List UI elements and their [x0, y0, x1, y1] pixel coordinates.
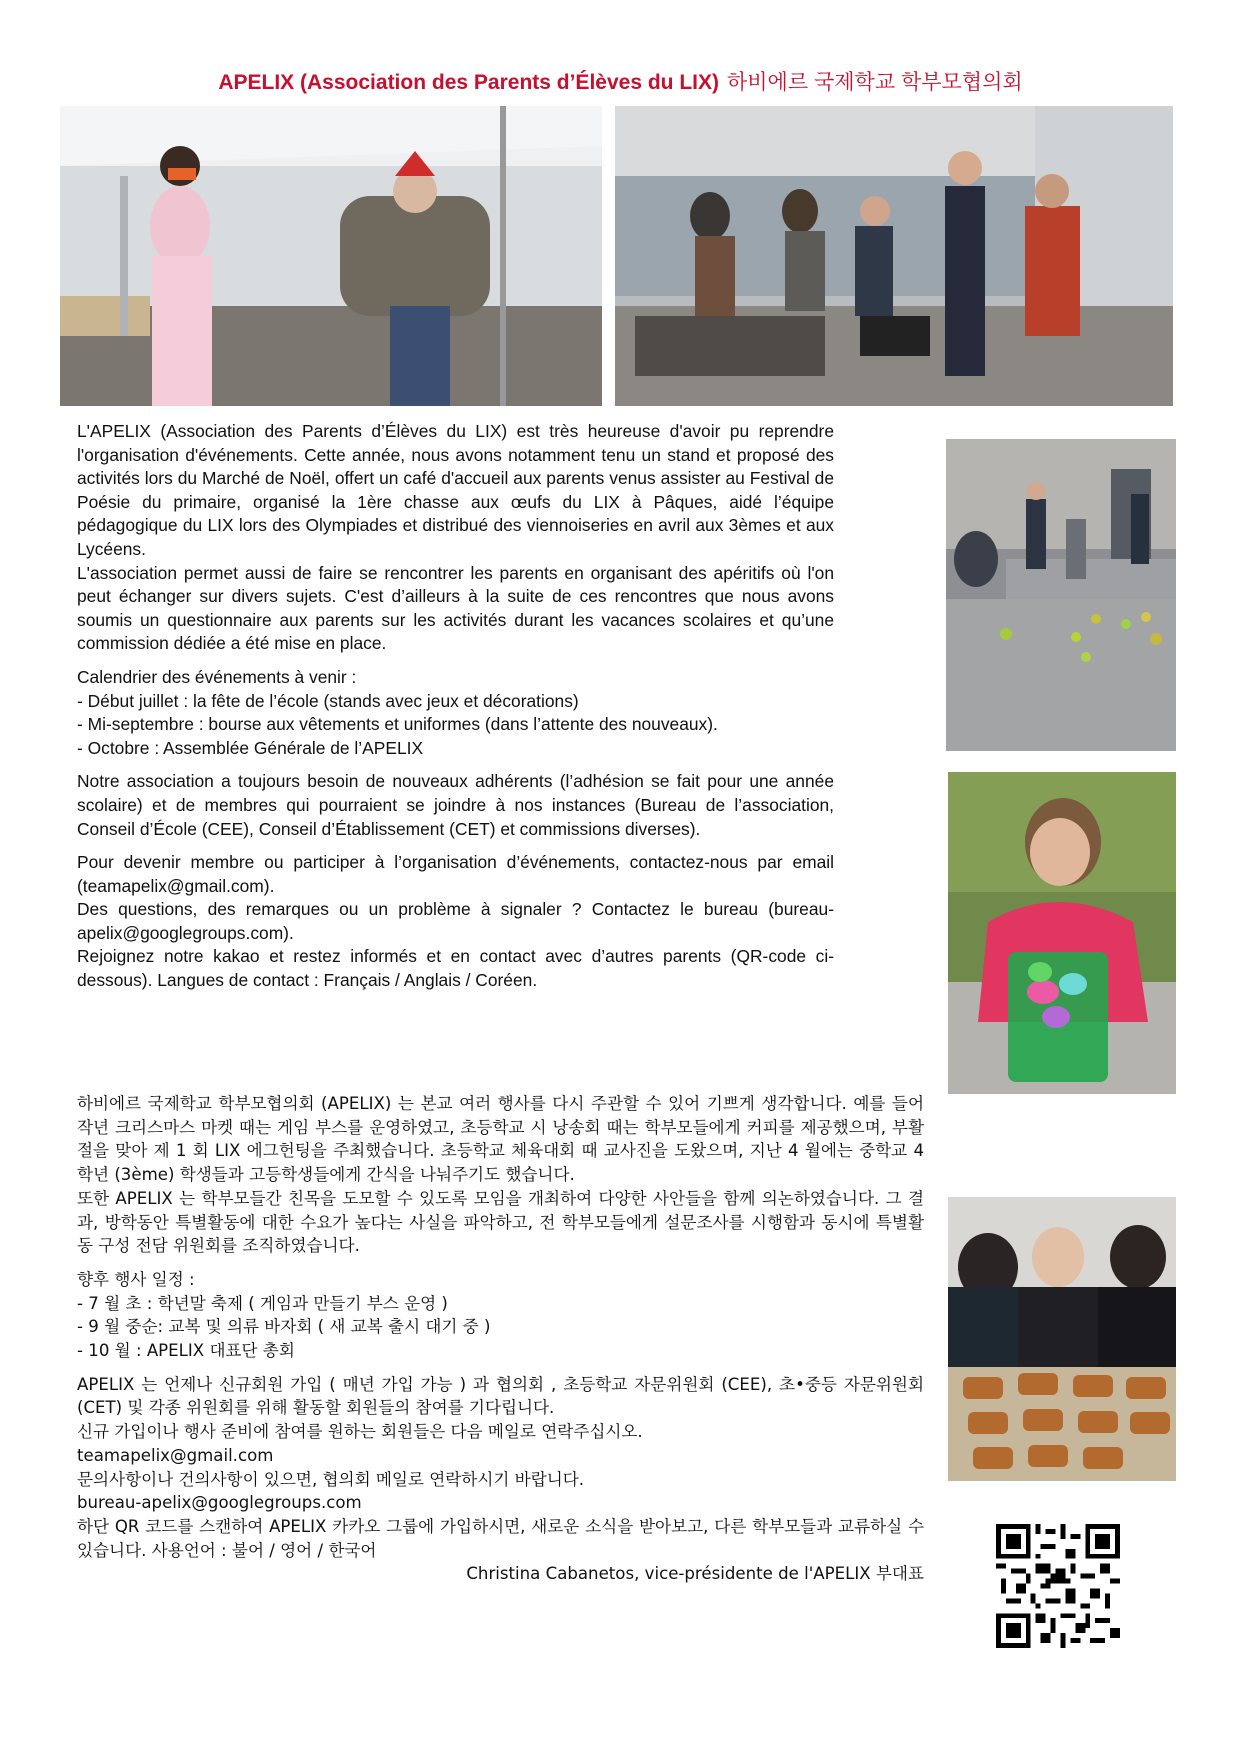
- fr-calendar-item: - Octobre : Assemblée Générale de l’APELIX: [77, 737, 424, 758]
- students-pastries-photo: [948, 1197, 1176, 1481]
- kakao-qr-code[interactable]: [996, 1524, 1120, 1648]
- kr-intro-1: 하비에르 국제학교 학부모협의회 (APELIX) 는 본교 여러 행사를 다시 주관할 수 있어 기쁘게 생각합니다. 예를 들어 작년 크리스마스 마켓 때는 게임 부스를 운영하였고, 초등학교 시 낭송회 때는 학부모들에게 커피를 제공했으며, 부활절을 맞아 제 1 회 LIX 에그헌팅을 주최했습니다. 초등학교 체육대회 때 교사진을 도왔으며, 지난 4 월에는 중학교 4 학년 (3ème) 학생들과 고등학생들에게 간식을 나눠주기도 했습니다.: [77, 1094, 924, 1185]
- fr-contact-3: Rejoignez notre kakao et restez informés et en contact avec d’autres parents (QR-code ci-dessous). Langues de contact : Français / Anglais / Coréen.: [77, 946, 834, 991]
- school-hallway-balls-photo: [946, 439, 1176, 751]
- christmas-market-stand-photo: [60, 106, 602, 406]
- fr-contact-2: Des questions, des remarques ou un problème à signaler ? Contactez le bureau (bureau-apelix@googlegroups.com).: [77, 899, 834, 943]
- signature: Christina Cabanetos, vice-présidente de l'APELIX 부대표: [466, 1564, 924, 1584]
- kr-calendar-item: - 9 월 중순: 교복 및 의류 바자회 ( 새 교복 출시 대기 중 ): [77, 1317, 491, 1337]
- kr-calendar-title: 향후 행사 일정 :: [77, 1269, 195, 1289]
- kr-email-2[interactable]: bureau-apelix@googlegroups.com: [77, 1493, 362, 1513]
- fr-intro-1: L'APELIX (Association des Parents d’Élèves du LIX) est très heureuse d'avoir pu reprendre l'organisation d'événements. Cette année, nous avons notamment tenu un stand et proposé des activités lors du Marché de Noël, offert un café d'accueil aux parents venus assister au Festival de Poésie du primaire, organisé la 1ère chasse aux œufs du LIX à Pâques, aidé l’équipe pédagogique du LIX lors des Olympiades et distribué des viennoiseries en avril aux 3èmes et aux Lycéens.: [77, 421, 834, 559]
- page-title: [0, 66, 1241, 96]
- parents-cafe-photo: [615, 106, 1173, 406]
- fr-contact-1: Pour devenir membre ou participer à l’organisation d’événements, contactez-nous par email (teamapelix@gmail.com).: [77, 852, 834, 896]
- kr-email-1[interactable]: teamapelix@gmail.com: [77, 1445, 274, 1465]
- kr-members: APELIX 는 언제나 신규회원 가입 ( 매년 가입 가능 ) 과 협의회 , 초등학교 자문위원회 (CEE), 초•중등 자문위원회 (CET) 및 각종 위원회를 위해 활동할 회원들의 참여를 기다립니다.: [77, 1374, 924, 1418]
- kr-contact-3: 하단 QR 코드를 스캔하여 APELIX 카카오 그룹에 가입하시면, 새로운 소식을 받아보고, 다른 학부모들과 교류하실 수 있습니다. 사용언어 : 불어 / 영어 / 한국어: [77, 1516, 924, 1560]
- french-section: [77, 420, 834, 993]
- korean-section: [77, 1092, 924, 1586]
- kr-contact-2: 문의사항이나 건의사항이 있으면, 협의회 메일로 연락하시기 바랍니다.: [77, 1469, 585, 1489]
- title-fr: APELIX (Association des Parents d’Élèves du LIX): [218, 71, 719, 94]
- kr-contact-1: 신규 가입이나 행사 준비에 참여를 원하는 회원들은 다음 메일로 연락주십시오.: [77, 1422, 643, 1442]
- fr-calendar-item: - Mi-septembre : bourse aux vêtements et uniformes (dans l’attente des nouveaux).: [77, 714, 718, 735]
- title-kr: 하비에르 국제학교 학부모협의회: [726, 71, 1023, 94]
- fr-calendar-title: Calendrier des événements à venir :: [77, 666, 357, 687]
- kr-calendar-item: - 7 월 초 : 학년말 축제 ( 게임과 만들기 부스 운영 ): [77, 1293, 448, 1313]
- kr-intro-2: 또한 APELIX 는 학부모들간 친목을 도모할 수 있도록 모임을 개최하여 다양한 사안들을 함께 의논하였습니다. 그 결과, 방학동안 특별활동에 대한 수요가 높다는 사실을 파악하고, 전 학부모들에게 설문조사를 시행함과 동시에 특별활동 구성 전담 위원회를 조직하였습니다.: [77, 1188, 924, 1256]
- fr-intro-2: L'association permet aussi de faire se rencontrer les parents en organisant des apéritifs où l'on peut échanger sur divers sujets. C'est d’ailleurs à la suite de ces rencontres que nous avons soumis un questionnaire aux parents sur les activités durant les vacances scolaires et qu’une commission dédiée a été mise en place.: [77, 562, 834, 654]
- kr-calendar-item: - 10 월 : APELIX 대표단 총회: [77, 1341, 295, 1361]
- fr-calendar-item: - Début juillet : la fête de l’école (stands avec jeux et décorations): [77, 690, 579, 711]
- fr-members: Notre association a toujours besoin de nouveaux adhérents (l’adhésion se fait pour une année scolaire) et de membres qui pourraient se joindre à nos instances (Bureau de l’association, Conseil d’École (CEE), Conseil d’Établissement (CET) et commissions diverses).: [77, 771, 834, 839]
- girl-easter-basket-photo: [948, 772, 1176, 1094]
